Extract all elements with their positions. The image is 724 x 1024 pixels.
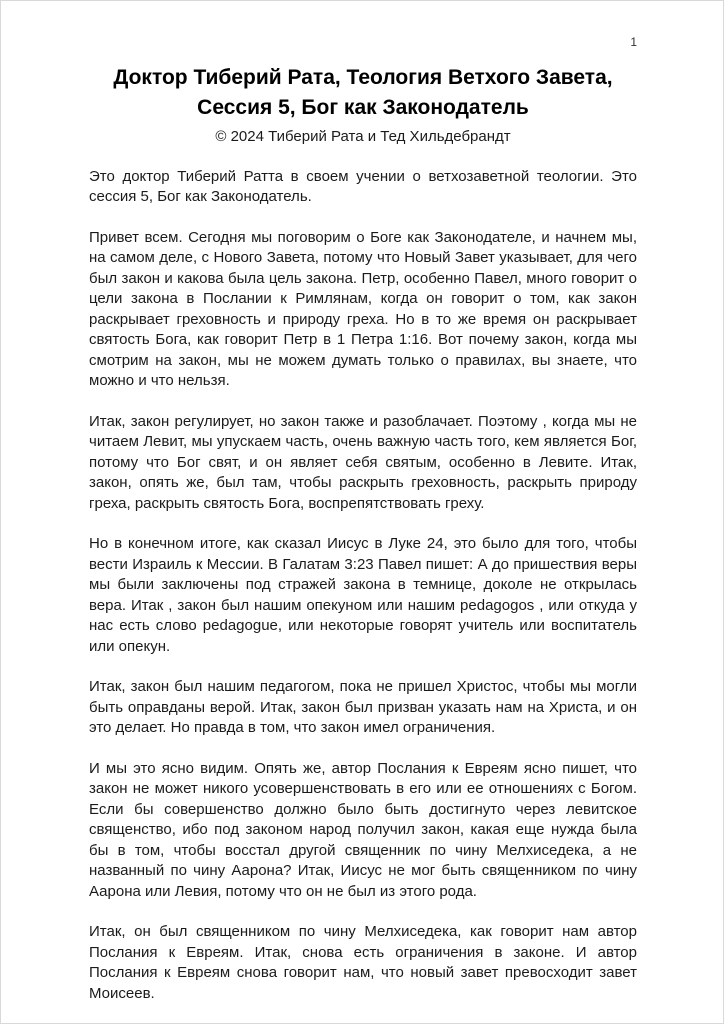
paragraph-6: И мы это ясно видим. Опять же, автор Послания к Евреям ясно пишет, что закон не может никого усовершенствовать в его или ее отношениях с Богом. Если бы совершенство должно было быть достигнуто через левитское священство, ибо под законом народ получил закон, какая еще нужда была бы в том, чтобы восстал другой священник по чину Мелхиседека, а не названный по чину Аарона? Итак, Иисус не мог быть священником по чину Аарона или Левия, потому что он не был из этого рода. (89, 759, 637, 900)
document-body (89, 167, 637, 1005)
page-number: 1 (630, 35, 637, 49)
document-title-line-2: Сессия 5, Бог как Законодатель (197, 96, 529, 120)
paragraph-7: Итак, он был священником по чину Мелхиседека, как говорит нам автор Послания к Евреям. Итак, снова есть ограничения в законе. И автор Послания к Евреям снова говорит нам, что новый завет превосходит завет Моисеев. (89, 923, 637, 1002)
paragraph-1: Это доктор Тиберий Ратта в своем учении о ветхозаветной теологии. Это сессия 5, Бог как Законодатель. (89, 167, 637, 206)
paragraph-4: Но в конечном итоге, как сказал Иисус в Луке 24, это было для того, чтобы вести Израиль к Мессии. В Галатам 3:23 Павел пишет: А до пришествия веры мы были заключены под стражей закона в темнице, доколе не открылась вера. Итак , закон был нашим опекуном или нашим pedagogos , или откуда у нас есть слово pedagogue, или некоторые говорят учитель или воспитатель или опекун. (89, 535, 637, 655)
paragraph-2: Привет всем. Сегодня мы поговорим о Боге как Законодателе, и начнем мы, на самом деле, с Нового Завета, потому что Новый Завет указывает, для чего был закон и какова была цель закона. Петр, особенно Павел, много говорит о цели закона в Послании к Римлянам, когда он говорит о том, как закон раскрывает греховность и природу греха. Но в то же время он раскрывает святость Бога, как говорит Петр в 1 Петра 1:16. Вот почему закон, когда мы смотрим на закон, мы не можем думать только о правилах, вы знаете, что можно и что нельзя. (89, 228, 637, 390)
copyright-line: © 2024 Тиберий Рата и Тед Хильдебрандт (215, 127, 511, 145)
paragraph-5: Итак, закон был нашим педагогом, пока не пришел Христос, чтобы мы могли быть оправданы верой. Итак, закон был призван указать нам на Христа, и он это делает. Но правда в том, что закон имел ограничения. (89, 678, 637, 737)
paragraph-3: Итак, закон регулирует, но закон также и разоблачает. Поэтому , когда мы не читаем Левит, мы упускаем часть, очень важную часть того, кем является Бог, потому что Бог свят, и он являет себя святым, особенно в Левите. Итак, закон, опять же, был там, чтобы раскрыть греховность, раскрыть природу греха, раскрыть святость Бога, воспрепятствовать греху. (89, 412, 637, 512)
document-title-line-1: Доктор Тиберий Рата, Теология Ветхого Завета, (113, 66, 613, 89)
document-title (89, 63, 637, 124)
